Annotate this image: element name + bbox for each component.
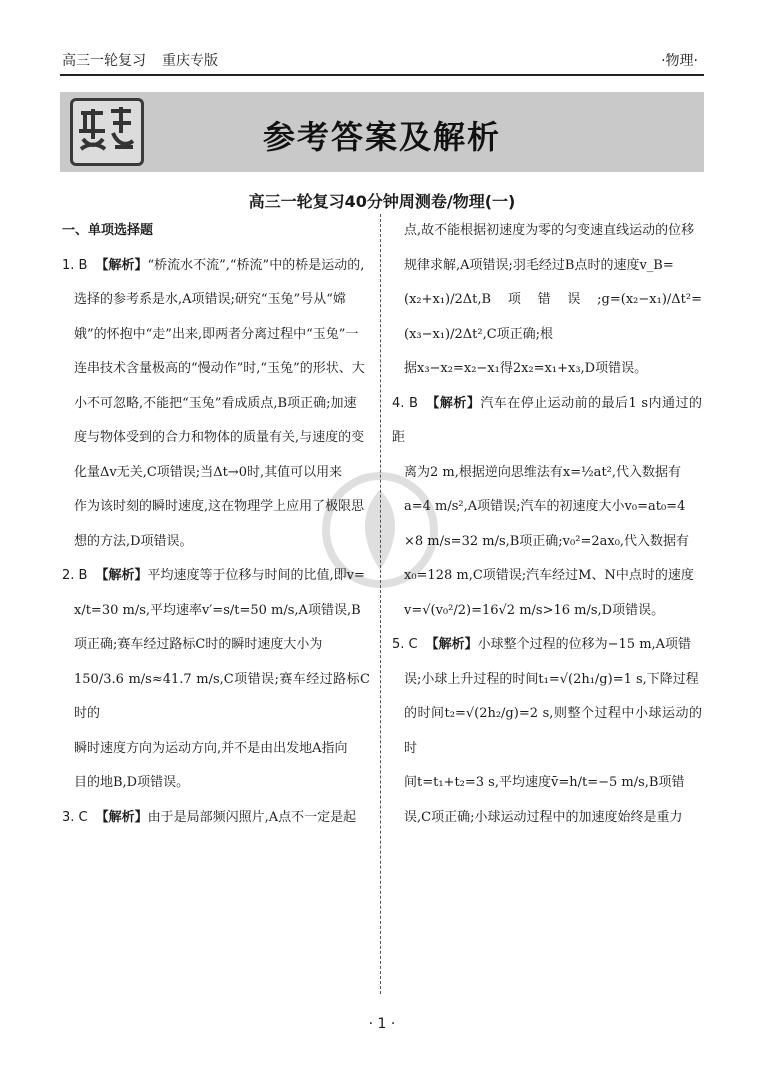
q4-number: 4. B bbox=[392, 395, 418, 411]
q1-line: 化量Δv无关,C项错误;当Δt→0时,其值可以用来 bbox=[74, 464, 343, 480]
left-column bbox=[62, 214, 370, 835]
header-edition: 重庆专版 bbox=[162, 53, 218, 69]
q2-line: 150/3.6 m/s≈41.7 m/s,C项错误;赛车经过路标C时的 bbox=[74, 671, 370, 721]
question-3-continued bbox=[392, 214, 702, 387]
q3-line-0 bbox=[62, 801, 370, 836]
q5-number: 5. C bbox=[392, 637, 418, 652]
question-4 bbox=[392, 387, 702, 629]
q1-line: 度与物体受到的合力和物体的质量有关,与速度的变 bbox=[74, 430, 365, 445]
page-header bbox=[62, 46, 702, 72]
q2-line: 项正确;赛车经过路标C时的瞬时速度大小为 bbox=[74, 637, 323, 652]
question-3 bbox=[62, 801, 370, 836]
q5-line: 间t=t₁+t₂=3 s,平均速度v̄=h/t=−5 m/s,B项错 bbox=[404, 775, 685, 790]
q2-line: x/t=30 m/s,平均速率v′=s/t=50 m/s,A项错误,B bbox=[74, 602, 361, 618]
right-column bbox=[392, 214, 702, 835]
q4-line-0 bbox=[392, 387, 702, 456]
q1-line-0 bbox=[62, 249, 370, 284]
q3-text: 由于是局部频闪照片,A点不一定是起 bbox=[147, 809, 357, 825]
q5-line: 误;小球上升过程的时间t₁=√(2h₁/g)=1 s,下降过程 bbox=[404, 671, 699, 687]
q5-line: 误,C项正确;小球运动过程中的加速度始终是重力 bbox=[404, 809, 683, 825]
section-heading: 一、单项选择题 bbox=[62, 223, 154, 238]
q4-line: a=4 m/s²,A项错误;汽车的初速度大小v₀=at₀=4 bbox=[404, 499, 686, 514]
q1-line: 小不可忽略,不能把“玉兔”看成质点,B项正确;加速 bbox=[74, 395, 357, 411]
column-divider bbox=[380, 214, 381, 994]
q1-line: 作为该时刻的瞬时速度,这在物理学上应用了极限思 bbox=[74, 499, 365, 514]
q2-line-0 bbox=[62, 559, 370, 594]
question-2 bbox=[62, 559, 370, 801]
q3-line: (x₂+x₁)/2Δt,B项错误;g=(x₂−x₁)/Δt²=(x₃−x₁)/2Δt²,C项正确;根 bbox=[404, 292, 702, 342]
q2-tag: 【解析】 bbox=[95, 568, 148, 583]
q2-number: 2. B bbox=[62, 568, 88, 583]
q1-tag: 【解析】 bbox=[95, 257, 148, 273]
header-subject: ·物理· bbox=[661, 53, 698, 69]
question-5 bbox=[392, 628, 702, 835]
exam-subtitle: 高三一轮复习40分钟周测卷/物理(一) bbox=[248, 192, 516, 211]
header-book: 高三一轮复习 bbox=[62, 53, 146, 69]
q5-line-0 bbox=[392, 628, 702, 663]
header-rule bbox=[60, 74, 704, 76]
q4-line: ×8 m/s=32 m/s,B项正确;v₀²=2ax₀,代入数据有 bbox=[404, 533, 690, 549]
q5-line: 的时间t₂=√(2h₂/g)=2 s,则整个过程中小球运动的时 bbox=[404, 706, 702, 756]
q3-line: 规律求解,A项错误;羽毛经过B点时的速度v_B= bbox=[404, 257, 674, 273]
q1-line: 选择的参考系是水,A项错误;研究“玉兔”号从“嫦 bbox=[74, 292, 346, 307]
question-1 bbox=[62, 249, 370, 560]
header-left bbox=[62, 50, 218, 70]
title-banner bbox=[60, 92, 704, 172]
banner-title: 参考答案及解析 bbox=[262, 118, 501, 156]
q1-text: “桥流水不流”,“桥流”中的桥是运动的, bbox=[147, 257, 365, 273]
q2-text: 平均速度等于位移与时间的比值,即v= bbox=[147, 568, 365, 583]
q1-line: 想的方法,D项错误。 bbox=[74, 533, 193, 549]
q3-line: 点,故不能根据初速度为零的匀变速直线运动的位移 bbox=[404, 223, 695, 238]
page-number: · 1 · bbox=[368, 1016, 396, 1032]
q2-line: 瞬时速度方向为运动方向,并不是由出发地A指向 bbox=[74, 740, 348, 756]
q1-line: 娥”的怀抱中“走”出来,即两者分离过程中“玉兔”一 bbox=[74, 326, 359, 342]
q1-number: 1. B bbox=[62, 257, 88, 273]
q3-line: 据x₃−x₂=x₂−x₁得2x₂=x₁+x₃,D项错误。 bbox=[404, 361, 648, 376]
q5-tag: 【解析】 bbox=[425, 637, 478, 652]
q4-line: x₀=128 m,C项错误;汽车经过M、N中点时的速度 bbox=[404, 568, 694, 583]
q4-text: 汽车在停止运动前的最后1 s内通过的距 bbox=[392, 395, 702, 445]
q3-tag: 【解析】 bbox=[95, 809, 148, 825]
q4-line: 离为2 m,根据逆向思维法有x=½at²,代入数据有 bbox=[404, 464, 682, 480]
q4-tag: 【解析】 bbox=[425, 395, 481, 411]
q3-number: 3. C bbox=[62, 809, 88, 825]
q2-line: 目的地B,D项错误。 bbox=[74, 775, 190, 790]
q5-text: 小球整个过程的位移为−15 m,A项错 bbox=[477, 637, 692, 652]
q1-line: 连串技术含量极高的“慢动作”时,“玉兔”的形状、大 bbox=[74, 361, 365, 376]
q4-line: v=√(v₀²/2)=16√2 m/s>16 m/s,D项错误。 bbox=[404, 602, 665, 618]
